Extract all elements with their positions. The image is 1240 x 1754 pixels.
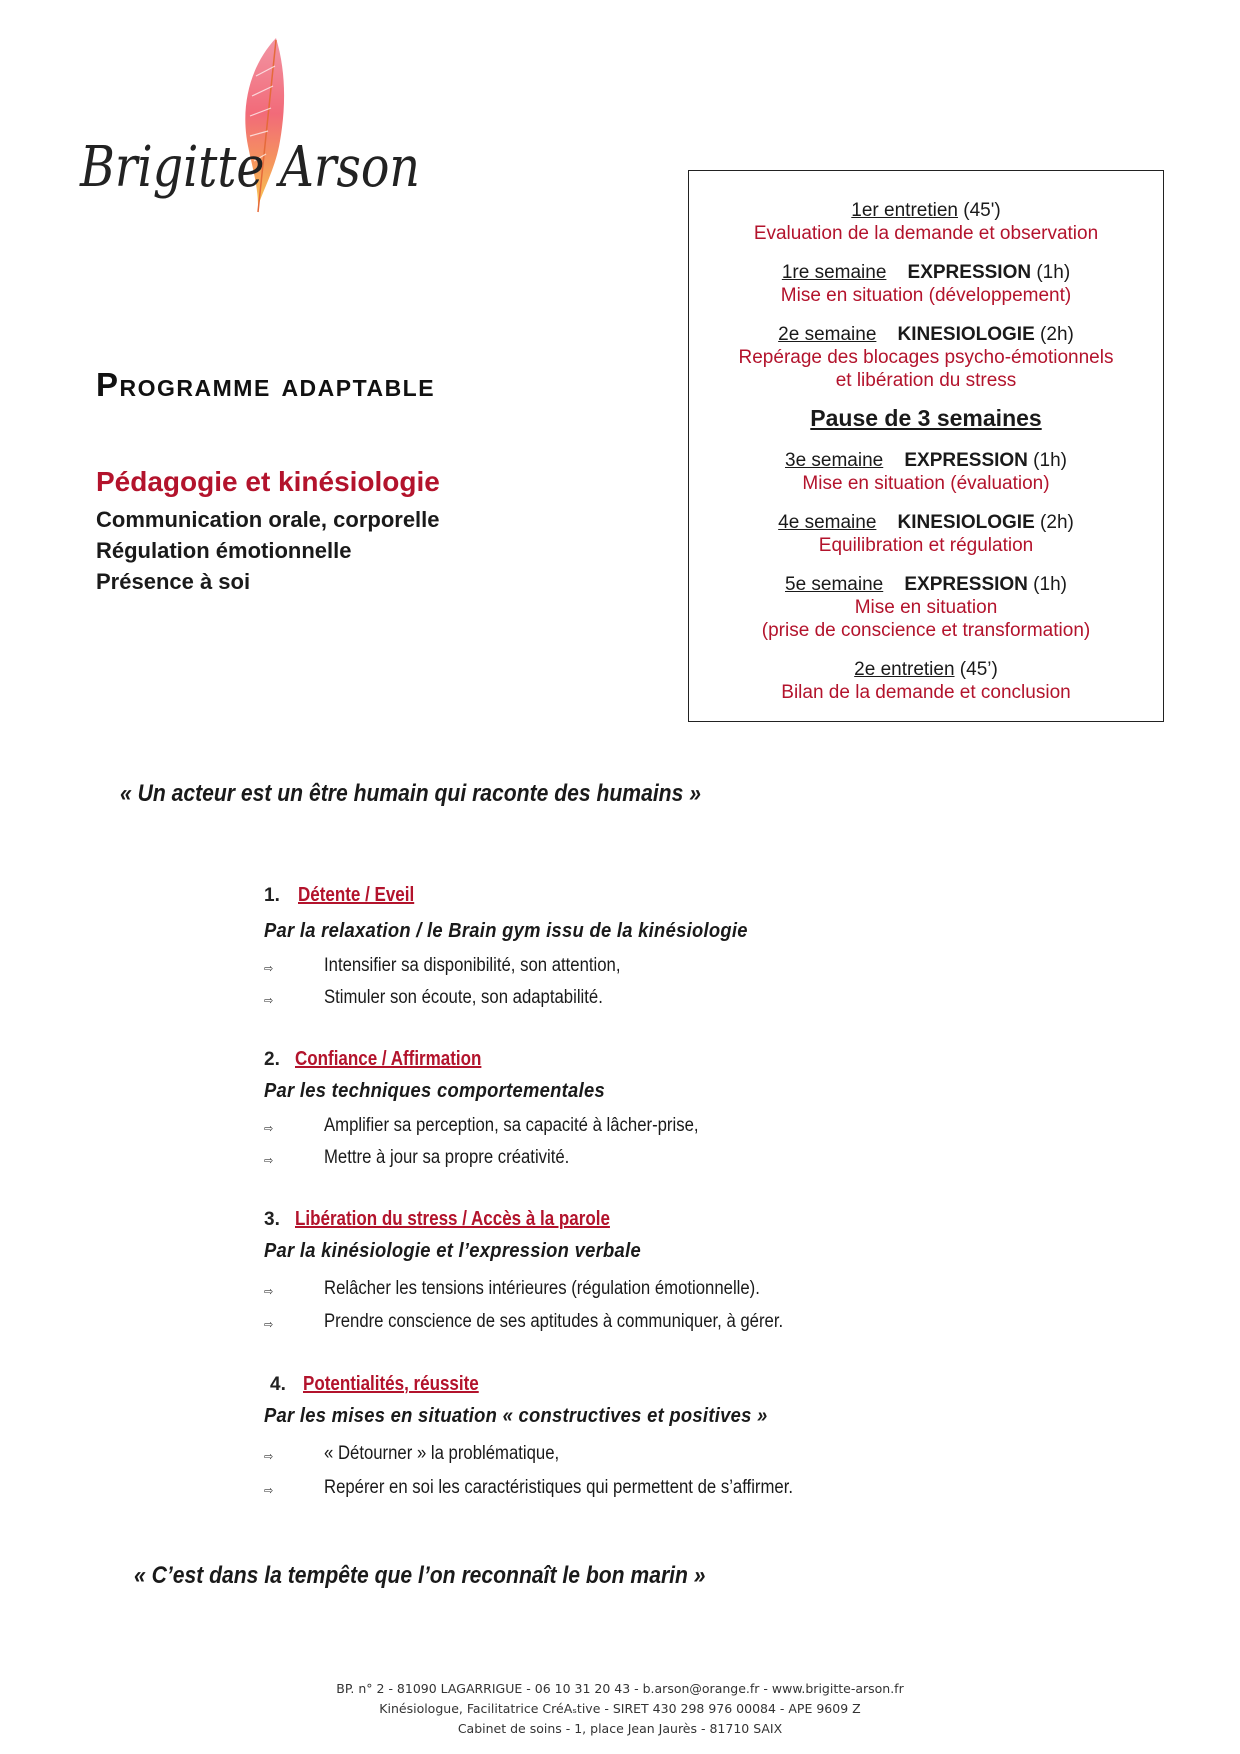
section-title: Détente / Eveil — [298, 884, 415, 906]
section-number: 3. — [264, 1209, 280, 1230]
arrow-icon: ⇨ — [264, 1451, 274, 1463]
bullet-item: Stimuler son écoute, son adaptabilité. — [324, 987, 603, 1008]
focus-line-2: Régulation émotionnelle — [96, 538, 352, 563]
section-subtitle: Par les techniques comportementales — [264, 1080, 605, 1102]
footer-contact: BP. n° 2 - 81090 LAGARRIGUE - 06 10 31 20 43 - b.arson@orange.fr - www.brigitte-arson.fr — [336, 1681, 904, 1696]
schedule-box — [688, 170, 1164, 722]
schedule-entry: 3e semaine EXPRESSION (1h) Mise en situation (évaluation) — [785, 450, 1067, 494]
bullet-item: Prendre conscience de ses aptitudes à communiquer, à gérer. — [324, 1311, 784, 1332]
bullet-item: Intensifier sa disponibilité, son attention, — [324, 955, 621, 976]
section-number: 4. — [270, 1374, 286, 1395]
arrow-icon: ⇨ — [264, 963, 274, 975]
schedule-entry: 2e semaine KINESIOLOGIE (2h) Repérage des blocages psycho-émotionnels et libération du stress — [738, 324, 1114, 391]
schedule-entry: 2e entretien (45’) Bilan de la demande et conclusion — [781, 659, 1071, 703]
page-subtitle: Pédagogie et kinésiologie — [96, 466, 440, 497]
section-number: 2. — [264, 1049, 280, 1070]
arrow-icon: ⇨ — [264, 1319, 274, 1331]
brand-logo — [80, 36, 440, 226]
section-subtitle: Par la kinésiologie et l’expression verbale — [264, 1240, 641, 1262]
bullet-item: Amplifier sa perception, sa capacité à lâcher-prise, — [324, 1115, 699, 1136]
focus-line-3: Présence à soi — [96, 569, 251, 594]
section-subtitle: Par la relaxation / le Brain gym issu de la kinésiologie — [264, 920, 748, 942]
arrow-icon: ⇨ — [264, 995, 274, 1007]
schedule-entry: 4e semaine KINESIOLOGIE (2h) Equilibration et régulation — [778, 512, 1074, 556]
svg-text:Brigitte Arson: Brigitte Arson — [79, 135, 421, 200]
pause-label: Pause de 3 semaines — [810, 405, 1042, 431]
quote-bottom: « C’est dans la tempête que l’on reconnaît le bon marin » — [134, 1562, 706, 1589]
arrow-icon: ⇨ — [264, 1155, 274, 1167]
footer-address: Cabinet de soins - 1, place Jean Jaurès - 81710 SAIX — [457, 1721, 783, 1736]
quote-top: « Un acteur est un être humain qui raconte des humains » — [120, 780, 701, 807]
bullet-item: Mettre à jour sa propre créativité. — [324, 1147, 570, 1168]
feather-logo-icon — [80, 36, 440, 226]
bullet-item: Repérer en soi les caractéristiques qui permettent de s’affirmer. — [324, 1477, 794, 1498]
bullet-item: Relâcher les tensions intérieures (régulation émotionnelle). — [324, 1278, 760, 1299]
arrow-icon: ⇨ — [264, 1485, 274, 1497]
section-title: Potentialités, réussite — [303, 1373, 479, 1395]
schedule-entry: 5e semaine EXPRESSION (1h) Mise en situation (prise de conscience et transformation) — [761, 574, 1091, 641]
section-number: 1. — [264, 885, 280, 906]
section-title: Confiance / Affirmation — [295, 1048, 482, 1070]
schedule-entry: 1re semaine EXPRESSION (1h) Mise en situation (développement) — [780, 262, 1072, 306]
section-title: Libération du stress / Accès à la parole — [295, 1208, 610, 1230]
section-subtitle: Par les mises en situation « constructives et positives » — [264, 1405, 768, 1427]
schedule-entry: 1er entretien (45') Evaluation de la demande et observation — [753, 200, 1099, 244]
page-title: Programme adaptable — [96, 366, 436, 403]
focus-line-1: Communication orale, corporelle — [96, 507, 440, 532]
arrow-icon: ⇨ — [264, 1286, 274, 1298]
bullet-item: « Détourner » la problématique, — [324, 1443, 560, 1464]
footer-legal: Kinésiologue, Facilitatrice CréAₛtive - SIRET 430 298 976 00084 - APE 9609 Z — [379, 1701, 861, 1716]
arrow-icon: ⇨ — [264, 1123, 274, 1135]
